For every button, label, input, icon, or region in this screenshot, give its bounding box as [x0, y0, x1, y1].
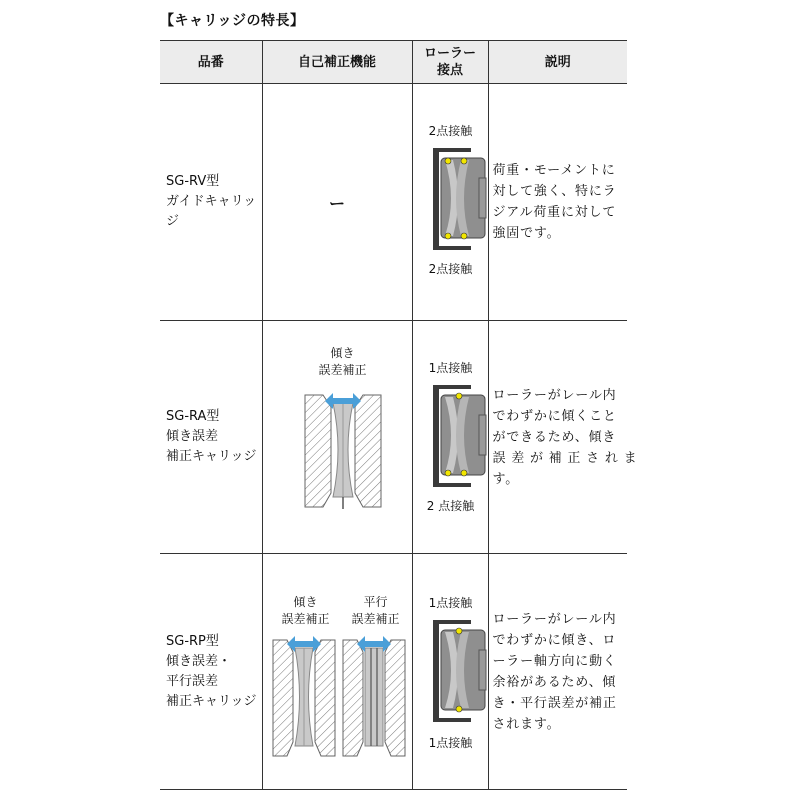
description-line: でわずかに傾き、ロ [492, 632, 617, 648]
correction-cell [262, 554, 412, 790]
table-row [160, 321, 627, 554]
table-row [160, 84, 627, 321]
part-name-line: SG-RA型 [166, 409, 220, 424]
header-row [160, 41, 627, 84]
carriage-section-icon [303, 389, 383, 511]
description-line: ができるため、傾き [492, 429, 617, 445]
header-self-correction: 自己補正機能 [262, 41, 412, 84]
description-line: 荷重・モーメントに [492, 163, 616, 178]
description-sg-rv [488, 84, 627, 321]
contact-top-label: 1点接触 [428, 361, 473, 375]
correction-label-line: 平行 [363, 595, 388, 609]
description-line: き・平行誤差が補正 [492, 695, 617, 711]
description-line: ジアル荷重に対して [492, 205, 617, 220]
roller-icon [415, 144, 487, 254]
description-line: す。 [492, 471, 520, 487]
part-name-line: ガイドキャリッ [166, 194, 257, 209]
roller-icon [415, 381, 487, 491]
part-name-line: 傾き誤差・ [166, 653, 232, 669]
header-roller-contact-line1: ローラー [423, 46, 476, 61]
description-line: ローラーがレール内 [492, 611, 617, 627]
header-roller-contact-line2: 接点 [436, 63, 463, 78]
contact-bottom-label: 2 点接触 [426, 499, 475, 513]
correction-label-tilt [271, 594, 341, 628]
part-name-line: SG-RP型 [166, 633, 219, 649]
table-row [160, 554, 627, 790]
part-name-line: 補正キャリッジ [166, 449, 257, 464]
description-line: 対して強く、特にラ [492, 184, 617, 199]
description-line: 余裕があるため、傾 [492, 674, 617, 690]
roller-contact-cell [412, 84, 488, 321]
part-name-line: ジ [166, 214, 180, 229]
carriage-features-table [160, 40, 638, 790]
description-line: されます。 [492, 716, 561, 732]
correction-label-line: 誤差補正 [318, 363, 367, 377]
description-sg-rp [488, 554, 627, 790]
header-part-number: 品番 [160, 41, 262, 84]
correction-label [303, 345, 383, 379]
section-title: 【キャリッジの特長】 [160, 13, 305, 29]
part-name-line: 平行誤差 [166, 673, 219, 689]
roller-contact-cell [412, 554, 488, 790]
roller-icon [415, 616, 487, 726]
correction-label-line: 傾き [330, 346, 355, 360]
description-line: でわずかに傾くこと [492, 408, 617, 424]
header-roller-contact [412, 41, 488, 84]
correction-label-line: 傾き [293, 595, 318, 609]
part-name-line: SG-RV型 [166, 174, 220, 189]
description-line: 強固です。 [492, 226, 561, 241]
correction-label-line: 誤差補正 [351, 612, 400, 626]
correction-cell [262, 321, 412, 554]
contact-bottom-label: 1点接触 [428, 736, 473, 750]
part-name-sg-rv [160, 84, 262, 321]
description-line: ローラーがレール内 [492, 387, 617, 403]
correction-label-parallel [341, 594, 411, 628]
part-name-sg-ra [160, 321, 262, 554]
contact-top-label: 2点接触 [428, 124, 473, 138]
description-sg-ra [488, 321, 638, 554]
description-line: 誤 差 が 補 正 さ れ ま [492, 450, 638, 466]
description-line: ーラー軸方向に動く [492, 653, 617, 669]
part-name-sg-rp [160, 554, 262, 790]
correction-none: ー [262, 84, 412, 321]
roller-contact-cell [412, 321, 488, 554]
part-name-line: 傾き誤差 [166, 429, 219, 444]
header-description: 説明 [488, 41, 627, 84]
carriage-section-icon [341, 632, 407, 762]
part-name-line: 補正キャリッジ [166, 693, 257, 709]
carriage-section-icon [271, 632, 337, 762]
contact-top-label: 1点接触 [428, 596, 473, 610]
contact-bottom-label: 2点接触 [428, 262, 473, 276]
correction-label-line: 誤差補正 [281, 612, 330, 626]
